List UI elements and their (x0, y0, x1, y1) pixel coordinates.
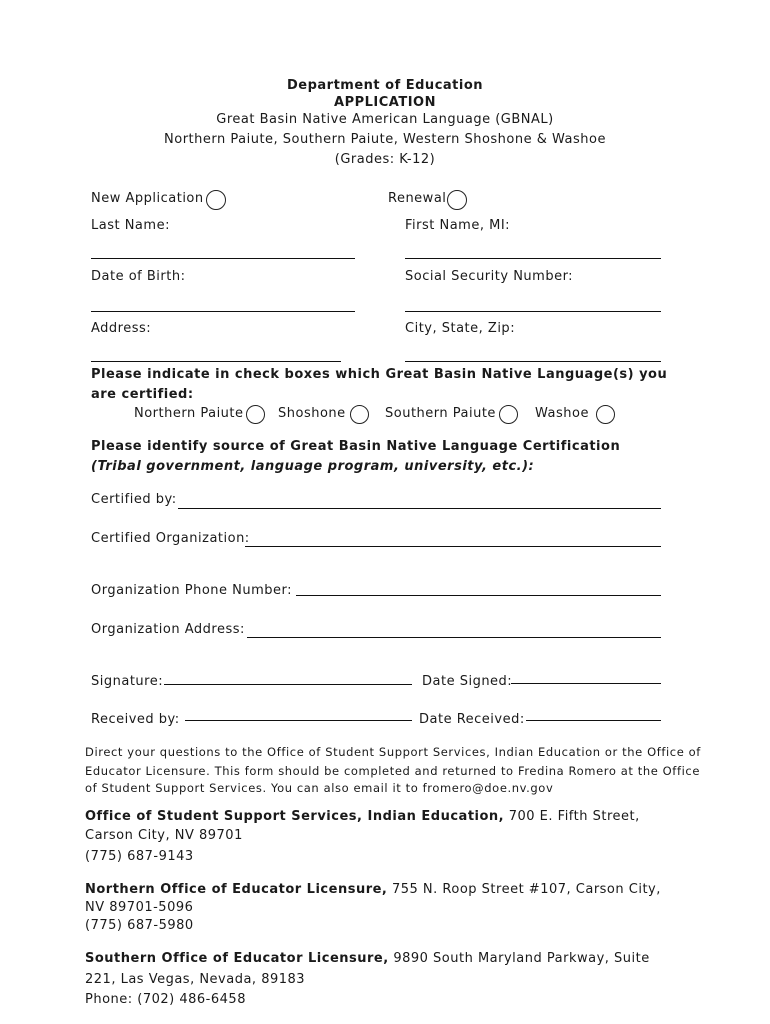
new-application-radio[interactable] (206, 190, 226, 210)
sss-address-1: 700 E. Fifth Street, (504, 809, 640, 824)
received-by-field[interactable] (185, 720, 412, 721)
certified-org-label: Certified Organization: (91, 531, 250, 546)
south-contact-line (85, 951, 650, 966)
instructions-line-2: Educator Licensure. This form should be completed and returned to Fredina Romero at the Office (85, 764, 700, 778)
application-title: APPLICATION (334, 95, 436, 110)
north-office-name: Northern Office of Educator Licensure, (85, 882, 388, 897)
dob-label: Date of Birth: (91, 269, 186, 284)
certified-by-field[interactable] (178, 508, 661, 509)
date-received-label: Date Received: (419, 712, 525, 727)
city-field[interactable] (405, 361, 661, 362)
renewal-radio[interactable] (447, 190, 467, 210)
instructions-line-3: of Student Support Services. You can also email it to fromero@doe.nv.gov (85, 781, 554, 795)
shoshone-checkbox[interactable] (350, 405, 369, 424)
south-phone: Phone: (702) 486-6458 (85, 992, 246, 1007)
org-address-label: Organization Address: (91, 622, 245, 637)
address-field[interactable] (91, 361, 341, 362)
northern-paiute-label: Northern Paiute (134, 406, 244, 421)
ssn-field[interactable] (405, 311, 661, 312)
washoe-label: Washoe (535, 406, 589, 421)
ssn-label: Social Security Number: (405, 269, 574, 284)
org-phone-field[interactable] (296, 595, 661, 596)
south-address-2: 221, Las Vegas, Nevada, 89183 (85, 972, 306, 987)
signature-label: Signature: (91, 674, 164, 689)
certified-org-field[interactable] (245, 546, 661, 547)
first-name-label: First Name, MI: (405, 218, 511, 233)
sss-contact-line (85, 809, 640, 824)
signature-field[interactable] (164, 684, 412, 685)
instructions-line-1: Direct your questions to the Office of Student Support Services, Indian Education or the Office of (85, 745, 701, 759)
language-list: Northern Paiute, Southern Paiute, Western Shoshone & Washoe (164, 132, 606, 147)
date-signed-label: Date Signed: (422, 674, 513, 689)
last-name-field[interactable] (91, 258, 355, 259)
renewal-label: Renewal (388, 191, 447, 206)
program-name: Great Basin Native American Language (GBNAL) (216, 112, 554, 127)
sss-phone: (775) 687-9143 (85, 849, 194, 864)
north-address-1: 755 N. Roop Street #107, Carson City, (387, 882, 661, 897)
southern-paiute-checkbox[interactable] (499, 405, 518, 424)
north-contact-line (85, 882, 661, 897)
washoe-checkbox[interactable] (596, 405, 615, 424)
sss-address-2: Carson City, NV 89701 (85, 828, 243, 843)
org-phone-label: Organization Phone Number: (91, 583, 293, 598)
org-address-field[interactable] (247, 637, 661, 638)
dob-field[interactable] (91, 311, 355, 312)
source-instruction: Please identify source of Great Basin Native Language Certification (91, 439, 621, 454)
received-by-label: Received by: (91, 712, 180, 727)
date-received-field[interactable] (526, 720, 661, 721)
grades: (Grades: K-12) (334, 152, 436, 167)
south-address-1: 9890 South Maryland Parkway, Suite (388, 951, 650, 966)
last-name-label: Last Name: (91, 218, 170, 233)
sss-office-name: Office of Student Support Services, Indian Education, (85, 809, 505, 824)
shoshone-label: Shoshone (278, 406, 346, 421)
city-label: City, State, Zip: (405, 321, 516, 336)
language-instruction-cont: are certified: (91, 387, 194, 402)
department-heading: Department of Education (286, 78, 484, 93)
language-instruction: Please indicate in check boxes which Great Basin Native Language(s) you (91, 367, 668, 382)
certified-by-label: Certified by: (91, 492, 177, 507)
north-phone: (775) 687-5980 (85, 918, 194, 933)
date-signed-field[interactable] (511, 683, 661, 684)
northern-paiute-checkbox[interactable] (246, 405, 265, 424)
new-application-label: New Application (91, 191, 204, 206)
first-name-field[interactable] (405, 258, 661, 259)
southern-paiute-label: Southern Paiute (385, 406, 496, 421)
source-instruction-sub: (Tribal government, language program, university, etc.): (91, 459, 535, 474)
south-office-name: Southern Office of Educator Licensure, (85, 951, 389, 966)
address-label: Address: (91, 321, 152, 336)
north-address-2: NV 89701-5096 (85, 900, 194, 915)
